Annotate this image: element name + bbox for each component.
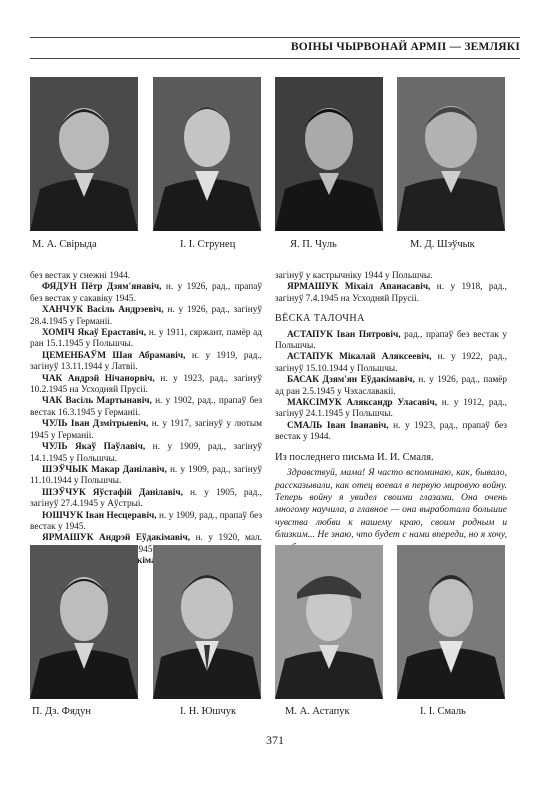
soldier-name: АСТАПУК Іван Пятровіч, <box>287 329 401 340</box>
list-item <box>30 305 262 328</box>
photo-caption: М. А. Свірыда <box>32 239 97 250</box>
soldier-name: ХОМІЧ Якаў Ераставіч, <box>42 328 147 339</box>
soldier-name: ЧАК Васіль Мартынавіч, <box>42 396 152 407</box>
soldier-details: н. у 1922, рад., загінуў 15.10.1944 у Польшчы. <box>275 352 507 374</box>
list-item <box>30 374 262 397</box>
soldier-name: ЦЕМЕНБАЎМ Шая Абрамавіч, <box>42 350 186 361</box>
list-item <box>30 511 262 534</box>
header-top-rule <box>30 37 520 38</box>
soldier-name: ЯРМАШУК Міхаіл Апанасавіч, <box>287 282 431 293</box>
list-item <box>275 282 507 305</box>
soldier-details: н. у 1909, рад., прапаў без вестак у 1945. <box>30 510 262 532</box>
soldier-name: ШЭЎЧУК Яўстафій Данілавіч, <box>42 487 183 498</box>
soldier-name: ЯРМАШУК Андрэй Еўдакімавіч, <box>42 533 191 544</box>
portrait-photo <box>275 77 383 231</box>
soldier-details: н. у 1911, сяржант, памёр ад ран 15.1.1945 у Польшчы. <box>30 328 262 350</box>
photo-caption: Я. П. Чуль <box>290 239 337 250</box>
soldier-name: ЮШЧУК Іван Несцеравіч, <box>42 510 157 521</box>
soldier-details: н. у 1923, рад., прапаў без вестак у 1944. <box>275 420 507 443</box>
portrait-photo <box>153 77 261 231</box>
right-text-column <box>275 271 507 554</box>
soldier-name: ФЯДУН Пётр Дзям'янавіч, <box>42 282 162 293</box>
soldier-name: МАКСІМУК Аляксандр Уласавіч, <box>287 398 438 409</box>
list-item <box>30 419 262 442</box>
list-item <box>30 442 262 465</box>
soldier-name: Еўдакімавіч, <box>116 556 171 567</box>
soldier-name: ЧАК Андрэй Нічанорвіч, <box>42 373 155 384</box>
portrait-photo <box>30 77 138 231</box>
letter-heading: Из последнего письма И. И. Смаля. <box>275 451 434 463</box>
list-item <box>30 488 262 511</box>
soldier-name: ЧУЛЬ Іван Дзмітрыевіч, <box>42 419 149 430</box>
soldier-details: н. у 1905, рад., загінуў 27.4.1945 у Аўстрыі. <box>30 487 262 510</box>
soldier-details: н. у 1917, загінуў у лютым 1945 у Германіі. <box>30 419 262 441</box>
soldier-details: н. у 1926, рад., прапаў без вестак у сакавіку 1945. <box>30 282 262 304</box>
continued-line: загінуў у кастрычніку 1944 у Польшчы. <box>275 271 433 281</box>
list-item <box>30 465 262 488</box>
soldier-name: АСТАПУК Мікалай Аляксеевіч, <box>287 352 432 363</box>
portrait-photo <box>153 545 261 699</box>
photo-caption: І. Н. Юшчук <box>180 706 237 717</box>
list-item <box>30 282 262 305</box>
soldier-details: н. у 1923, рад., загінуў 10.2.1945 на Усходняй Прусіі. <box>30 373 263 396</box>
soldier-name: ХАНЧУК Васіль Андрэевіч, <box>42 305 164 316</box>
list-item <box>275 398 507 421</box>
soldier-details: н. у 1912, рад., загінуў 24.1.1945 у Польшчы. <box>275 398 507 420</box>
soldier-name: ЧУЛЬ Якаў Паўлавіч, <box>42 442 146 453</box>
list-item <box>30 328 262 351</box>
running-header: ВОІНЫ ЧЫРВОНАЙ АРМІІ — ЗЕМЛЯКІ <box>290 41 520 53</box>
photo-caption: П. Дз. Фядун <box>32 706 91 717</box>
soldier-details: н. у 1919, рад., загінуў 13.11.1944 у Латвіі. <box>30 350 262 373</box>
soldier-details: н. у 1926, рад., памёр ад ран 2.5.1945 у Чэхаславакіі. <box>275 375 507 397</box>
soldier-details: н. у 1909, рад., загінуў 14.1.1945 у Польшчы. <box>30 442 263 464</box>
soldier-details: н. у 1909, рад., загінуў 11.10.1944 у Польшчы. <box>30 464 262 487</box>
header-bottom-rule <box>30 58 520 59</box>
left-text-column <box>30 271 262 568</box>
photo-caption: М. Д. Шэўчык <box>410 239 475 250</box>
letter-excerpt: Здравствуй, мама! Я часто вспоминаю, как, бывало, рассказывали, как отец воевал в первую мировую войну. Теперь войну я увидел своими глазами. Она очень многому научила, а главное — она выработала большие чувства любви к нашему краю, своим родным и близким... Не знаю, что будет с нами впереди, но я хочу, <box>275 467 507 541</box>
continued-line: без вестак у снежні 1944. <box>30 271 131 281</box>
list-item <box>275 421 507 444</box>
photo-caption: І. І. Смаль <box>420 706 466 717</box>
soldier-details: н. у 1918, рад., загінуў 7.4.1945 на Усходняй Прусіі. <box>275 282 507 304</box>
portrait-photo <box>397 77 505 231</box>
list-item <box>275 352 507 375</box>
list-item <box>275 330 507 353</box>
list-item <box>30 351 262 374</box>
portrait-photo <box>397 545 505 699</box>
portrait-photo <box>30 545 138 699</box>
photo-caption: М. А. Астапук <box>285 706 350 717</box>
list-item <box>30 396 262 419</box>
soldier-details: н. у 1920, мал. <box>195 533 262 544</box>
page-number: 371 <box>266 733 284 747</box>
soldier-name: БАСАК Дзям'ян Еўдакімавіч, <box>287 375 415 386</box>
list-item <box>275 375 507 398</box>
village-heading: ВЁСКА ТАЛОЧНА <box>275 313 365 325</box>
soldier-name: СМАЛЬ Іван Іванавіч, <box>287 420 389 431</box>
photo-caption: І. І. Струнец <box>180 239 236 250</box>
soldier-details: н. у 1902, рад., прапаў без вестак 16.3.1945 у Германіі. <box>30 396 262 418</box>
soldier-details: рад., прапаў без вестак у Польшчы. <box>275 329 507 352</box>
portrait-photo <box>275 545 383 699</box>
soldier-name: ШЭЎЧЫК Макар Данілавіч, <box>42 464 167 475</box>
soldier-details: н. у 1926, рад., загінуў 28.4.1945 у Германіі. <box>30 305 262 327</box>
